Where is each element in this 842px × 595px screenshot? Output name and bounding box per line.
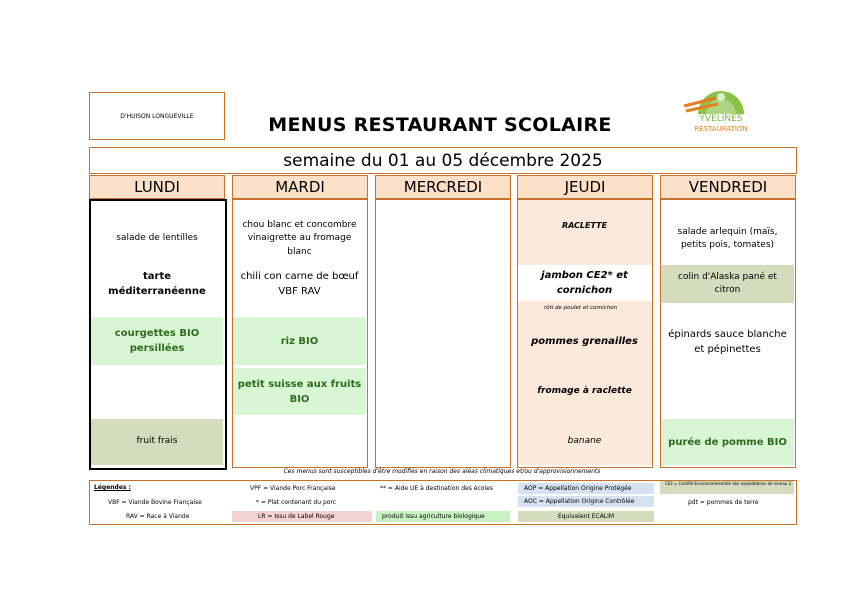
divider — [89, 173, 796, 174]
legend-lr: LR = Issu de Label Rouge — [258, 513, 335, 520]
mardi-entree: chou blanc et concombre vinaigrette au fromage blanc — [242, 219, 357, 257]
jeudi-plat-note: rôti de poulet et cornichon — [544, 304, 618, 311]
legend-pdt: pdt = pommes de terre — [688, 499, 759, 506]
jeudi-plat: jambon CE2* et cornichon — [518, 265, 651, 301]
mardi-legume: riz BIO — [233, 317, 366, 365]
legend-aop: AOP = Appellation Origine Protégée — [524, 485, 632, 492]
legend-rav: RAV = Race à Viande — [126, 513, 190, 520]
day-header-jeudi: JEUDI — [517, 175, 653, 199]
vendredi-entree: salade arlequin (maïs, petits pois, tomates) — [677, 226, 778, 250]
legend-box — [89, 480, 797, 525]
page-title: MENUS RESTAURANT SCOLAIRE — [268, 114, 612, 136]
school-name-box — [89, 92, 225, 140]
column-mercredi — [375, 199, 511, 468]
jeudi-entree: RACLETTE — [561, 221, 608, 230]
legend-vpf: VPF = Viande Porc Française — [250, 485, 336, 492]
jeudi-legume: pommes grenailles — [531, 335, 638, 347]
day-header-vendredi: VENDREDI — [660, 175, 796, 199]
yvelines-logo — [676, 84, 766, 136]
school-name: D'HUISON LONGUEVILLE — [120, 112, 194, 120]
day-header-mardi: MARDI — [232, 175, 368, 199]
legend-ecalim: Equivalent ECALIM — [558, 513, 615, 520]
legend-title: Légendes : — [94, 484, 131, 491]
lundi-dessert: fruit frais — [91, 419, 223, 465]
vendredi-dessert: purée de pomme BIO — [661, 419, 794, 465]
disclaimer-note: Ces menus sont susceptibles d'être modifiés en raison des aléas climatiques et/ou d'approvisionnements — [283, 468, 601, 475]
logo-text: YVELINES — [699, 114, 743, 124]
lundi-entree: salade de lentilles — [116, 233, 198, 244]
mardi-laitage: petit suisse aux fruits BIO — [233, 368, 366, 415]
vendredi-legume: épinards sauce blanche et pépinettes — [668, 329, 787, 355]
logo-subtext: RESTAURATION — [694, 125, 748, 133]
jeudi-dessert: banane — [567, 436, 602, 447]
legend-ce2: CE2 = Certifié Environnementale des exploitations de niveau 2 — [664, 481, 792, 486]
legend-bio: produit issu agriculture biologique — [382, 513, 485, 520]
lundi-legume: courgettes BIO persillées — [91, 317, 223, 365]
sun-logo-icon — [676, 84, 766, 116]
vendredi-plat: colin d'Alaska pané et citron — [661, 265, 794, 303]
legend-aide: ** = Aide UE à destination des écoles — [380, 485, 493, 492]
mardi-plat: chili con carne de bœuf VBF RAV — [240, 271, 359, 297]
day-header-mercredi: MERCREDI — [375, 175, 511, 199]
day-header-lundi: LUNDI — [89, 175, 225, 199]
legend-vbf: VBF = Viande Bovine Française — [108, 499, 202, 506]
column-lundi — [89, 199, 227, 470]
jeudi-laitage: fromage à raclette — [537, 386, 632, 397]
legend-aoc: AOC = Appellation Origine Contrôlée — [524, 498, 635, 505]
lundi-plat: tarte méditerranéenne — [108, 271, 206, 297]
week-range: semaine du 01 au 05 décembre 2025 — [89, 147, 797, 174]
legend-porc: * = Plat contenant du porc — [256, 499, 337, 506]
